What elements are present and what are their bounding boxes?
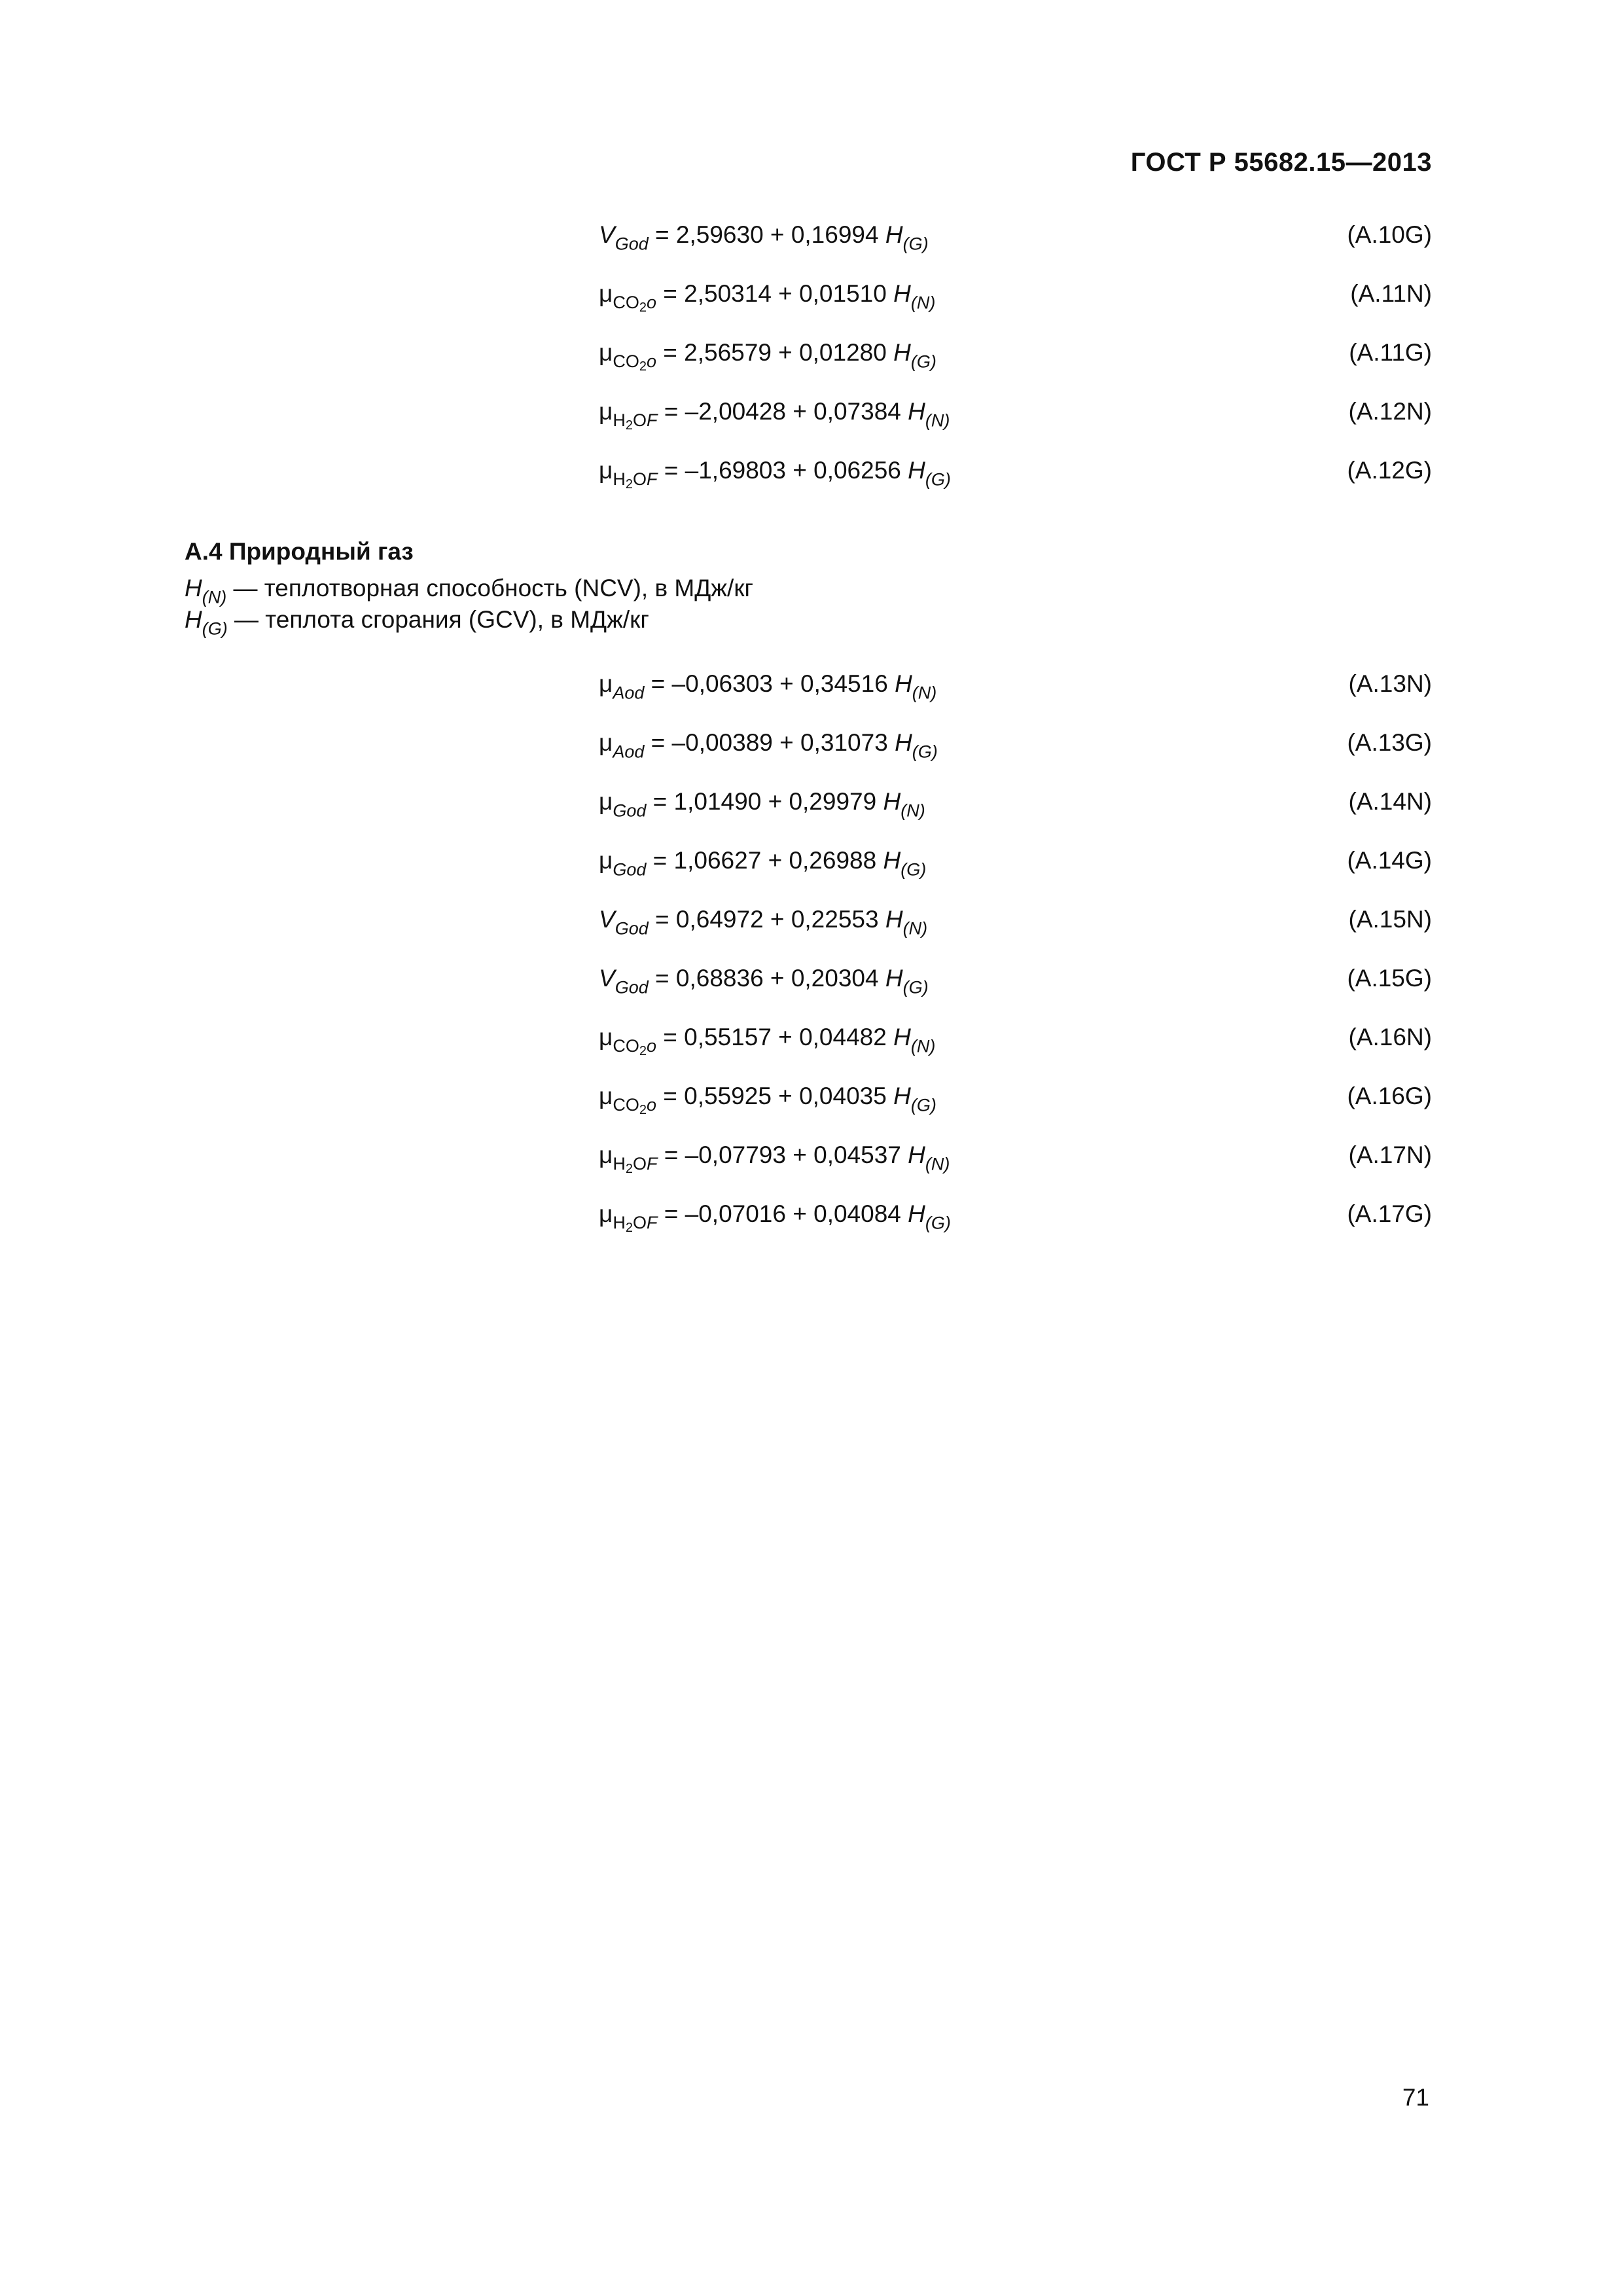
equation-formula: [599, 670, 937, 703]
equation-symbol: V: [599, 906, 615, 933]
equation-row: [0, 280, 1623, 339]
definition-text: — теплотворная способность (NCV), в МДж/кг: [226, 575, 754, 601]
equation-subscript: [613, 1095, 656, 1118]
equation-variable: H: [885, 221, 903, 248]
equation-row: [0, 788, 1623, 847]
equation-number: (А.11N): [1350, 280, 1432, 307]
variable-subscript-text: (G): [902, 234, 929, 254]
subscript-suffix: F: [646, 410, 658, 431]
subscript-text: God: [613, 800, 647, 821]
subscript-text: H: [613, 1213, 626, 1233]
subscript-text: God: [615, 977, 649, 997]
equation-number: (А.12N): [1348, 398, 1432, 425]
subscript-text: Aod: [613, 683, 645, 703]
equation-variable-subscript: [903, 918, 927, 938]
equation-formula: [599, 339, 936, 374]
equation-variable-subscript: [912, 683, 936, 702]
equation-formula: [599, 1083, 936, 1118]
equation-expression: = 0,55157 + 0,04482: [656, 1024, 894, 1050]
equation-formula: [599, 1200, 951, 1236]
equation-variable: H: [908, 457, 925, 484]
subscript-text: CO: [613, 351, 639, 372]
equation-list-natural-gas: [0, 670, 1623, 1259]
equation-expression: = –0,07793 + 0,04537: [657, 1141, 908, 1168]
equation-expression: = –2,00428 + 0,07384: [657, 398, 908, 425]
equation-row: [0, 457, 1623, 516]
equation-symbol: μ: [599, 1083, 613, 1109]
equation-variable-subscript: [925, 410, 950, 430]
subscript-text: H: [613, 469, 626, 490]
definition-symbol: H: [185, 575, 202, 601]
subscript-suffix: O: [632, 410, 647, 431]
equation-expression: = 2,59630 + 0,16994: [648, 221, 885, 248]
subscript-suffix: o: [646, 1095, 656, 1115]
definition-subscript: (N): [202, 587, 227, 607]
definition-text: — теплота сгорания (GCV), в МДж/кг: [227, 606, 649, 633]
equation-subscript: [613, 1154, 658, 1177]
equation-number: (А.15G): [1347, 965, 1432, 992]
equation-row: [0, 1024, 1623, 1083]
equation-number: (А.13G): [1347, 729, 1432, 756]
variable-subscript-text: (G): [925, 469, 951, 490]
subscript-suffix: O: [632, 469, 647, 490]
subscript-text: H: [613, 1154, 626, 1174]
equation-variable-subscript: [911, 351, 936, 371]
equation-subscript: [615, 918, 649, 938]
variable-subscript-text: (N): [925, 410, 950, 431]
variable-subscript-text: (N): [910, 293, 936, 313]
equation-subscript: [613, 1036, 656, 1059]
equation-row: [0, 398, 1623, 457]
equation-variable: H: [908, 398, 925, 425]
equation-symbol: μ: [599, 670, 613, 697]
equation-variable: H: [908, 1141, 925, 1168]
equation-variable: H: [893, 1024, 911, 1050]
equation-expression: = 1,01490 + 0,29979: [646, 788, 883, 815]
variable-subscript-text: (N): [910, 1036, 936, 1056]
subscript-text: CO: [613, 1036, 639, 1056]
equation-symbol: μ: [599, 457, 613, 484]
equation-variable-subscript: [911, 1095, 936, 1115]
equation-subscript: [613, 742, 644, 761]
definition-symbol: H: [185, 606, 202, 633]
equation-expression: = 0,68836 + 0,20304: [648, 965, 885, 992]
equation-variable: H: [908, 1200, 925, 1227]
equation-variable: H: [893, 1083, 911, 1109]
equation-symbol: μ: [599, 280, 613, 307]
variable-subscript-text: (N): [912, 683, 937, 703]
equation-subscript: [613, 410, 658, 433]
equation-subscript: [613, 293, 656, 315]
equation-expression: = –0,06303 + 0,34516: [644, 670, 895, 697]
equation-symbol: μ: [599, 788, 613, 815]
equation-list-top: [0, 221, 1623, 516]
subscript-text: CO: [613, 293, 639, 313]
variable-subscript-text: (N): [902, 918, 928, 939]
equation-formula: [599, 906, 928, 939]
equation-expression: = 2,56579 + 0,01280: [656, 339, 894, 366]
subscript-suffix: o: [646, 293, 656, 313]
equation-subscript: [613, 800, 646, 820]
subscript-suffix: F: [646, 1213, 658, 1233]
equation-symbol: μ: [599, 1024, 613, 1050]
equation-formula: [599, 788, 925, 821]
equation-row: [0, 1141, 1623, 1200]
equation-variable-subscript: [925, 469, 951, 489]
equation-variable: H: [895, 729, 912, 756]
equation-variable: H: [883, 847, 901, 874]
definition-gcv: [185, 606, 753, 639]
equation-variable-subscript: [912, 742, 938, 761]
equation-formula: [599, 221, 929, 254]
equation-row: [0, 670, 1623, 729]
subscript-suffix: o: [646, 1036, 656, 1056]
equation-number: (А.11G): [1349, 339, 1432, 366]
subscript-index: 2: [625, 477, 633, 492]
document-code: ГОСТ Р 55682.15—2013: [1130, 148, 1432, 177]
definition-ncv: [185, 575, 754, 607]
subscript-text: CO: [613, 1095, 639, 1115]
equation-symbol: V: [599, 965, 615, 992]
equation-expression: = 0,55925 + 0,04035: [656, 1083, 894, 1109]
subscript-text: God: [613, 859, 647, 880]
variable-subscript-text: (G): [910, 1095, 936, 1115]
definition-subscript: (G): [202, 619, 228, 639]
equation-number: (А.17G): [1347, 1200, 1432, 1227]
equation-formula: [599, 398, 950, 433]
subscript-index: 2: [625, 418, 633, 433]
variable-subscript-text: (G): [902, 977, 929, 997]
equation-expression: = 1,06627 + 0,26988: [646, 847, 883, 874]
equation-number: (А.10G): [1347, 221, 1432, 248]
equation-variable-subscript: [903, 234, 929, 253]
subscript-suffix: o: [646, 351, 656, 372]
equation-expression: = –0,07016 + 0,04084: [657, 1200, 908, 1227]
equation-expression: = –0,00389 + 0,31073: [644, 729, 895, 756]
subscript-index: 2: [639, 1103, 647, 1118]
equation-subscript: [613, 351, 656, 374]
equation-row: [0, 965, 1623, 1024]
equation-row: [0, 847, 1623, 906]
equation-variable-subscript: [911, 1036, 935, 1056]
equation-number: (А.14N): [1348, 788, 1432, 815]
equation-formula: [599, 1141, 950, 1177]
equation-subscript: [613, 1213, 658, 1236]
equation-subscript: [613, 859, 646, 879]
subscript-index: 2: [625, 1162, 633, 1177]
subscript-index: 2: [639, 300, 647, 315]
equation-subscript: [615, 234, 649, 253]
equation-subscript: [613, 469, 658, 492]
subscript-suffix: O: [632, 1154, 647, 1174]
equation-variable: H: [895, 670, 912, 697]
equation-variable-subscript: [903, 977, 929, 997]
equation-row: [0, 1200, 1623, 1259]
equation-variable: H: [885, 906, 903, 933]
equation-variable-subscript: [901, 859, 926, 879]
equation-number: (А.12G): [1347, 457, 1432, 484]
equation-number: (А.16G): [1347, 1083, 1432, 1109]
subscript-text: Aod: [613, 742, 645, 762]
section-natural-gas: [185, 538, 753, 637]
variable-subscript-text: (N): [925, 1154, 950, 1174]
equation-variable-subscript: [911, 293, 935, 312]
equation-symbol: μ: [599, 1141, 613, 1168]
equation-expression: = 0,64972 + 0,22553: [648, 906, 885, 933]
equation-symbol: V: [599, 221, 615, 248]
equation-row: [0, 339, 1623, 398]
equation-variable-subscript: [925, 1213, 951, 1232]
equation-variable: H: [893, 339, 911, 366]
equation-subscript: [615, 977, 649, 997]
subscript-index: 2: [625, 1221, 633, 1236]
equation-variable: H: [893, 280, 911, 307]
variable-subscript-text: (G): [901, 859, 927, 880]
subscript-suffix: F: [646, 469, 658, 490]
equation-formula: [599, 965, 929, 997]
equation-variable: H: [883, 788, 901, 815]
subscript-suffix: O: [632, 1213, 647, 1233]
variable-subscript-text: (G): [912, 742, 938, 762]
subscript-text: God: [615, 234, 649, 254]
equation-variable-subscript: [901, 800, 925, 820]
equation-row: [0, 729, 1623, 788]
subscript-index: 2: [639, 359, 647, 374]
equation-symbol: μ: [599, 1200, 613, 1227]
equation-number: (А.15N): [1348, 906, 1432, 933]
variable-subscript-text: (G): [925, 1213, 951, 1233]
equation-variable: H: [885, 965, 903, 992]
equation-variable-subscript: [925, 1154, 950, 1174]
equation-row: [0, 221, 1623, 280]
equation-formula: [599, 1024, 936, 1059]
equation-formula: [599, 280, 936, 315]
equation-row: [0, 1083, 1623, 1141]
section-title: А.4 Природный газ: [185, 538, 414, 565]
subscript-text: H: [613, 410, 626, 431]
equation-symbol: μ: [599, 729, 613, 756]
subscript-text: God: [615, 918, 649, 939]
equation-formula: [599, 457, 951, 492]
equation-symbol: μ: [599, 847, 613, 874]
equation-symbol: μ: [599, 339, 613, 366]
subscript-index: 2: [639, 1044, 647, 1059]
variable-subscript-text: (N): [901, 800, 925, 821]
equation-row: [0, 906, 1623, 965]
page-number: 71: [1402, 2084, 1429, 2111]
equation-number: (А.16N): [1348, 1024, 1432, 1050]
equation-number: (А.13N): [1348, 670, 1432, 697]
equation-formula: [599, 847, 927, 880]
equation-expression: = 2,50314 + 0,01510: [656, 280, 894, 307]
equation-symbol: μ: [599, 398, 613, 425]
equation-expression: = –1,69803 + 0,06256: [657, 457, 908, 484]
equation-formula: [599, 729, 938, 762]
equation-subscript: [613, 683, 644, 702]
variable-subscript-text: (G): [910, 351, 936, 372]
subscript-suffix: F: [646, 1154, 658, 1174]
equation-number: (А.17N): [1348, 1141, 1432, 1168]
equation-number: (А.14G): [1347, 847, 1432, 874]
